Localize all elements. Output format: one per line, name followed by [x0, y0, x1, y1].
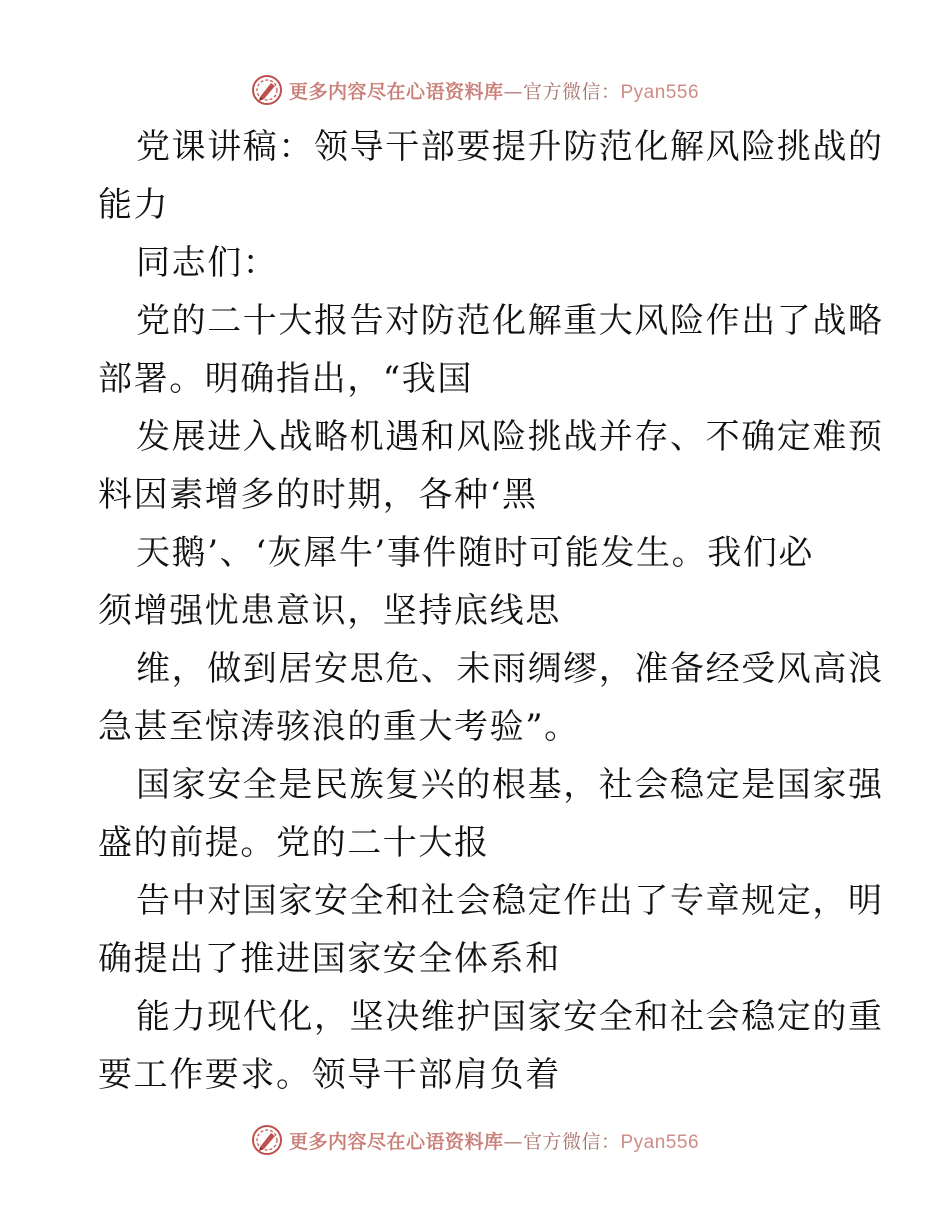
doc-title-line-1: 党课讲稿：领导干部要提升防范化解风险挑战的: [136, 127, 884, 167]
footer-banner: [0, 1120, 950, 1160]
paragraph-line: 盛的前提。党的二十大报: [98, 823, 490, 863]
paragraph-line: 急甚至惊涛骇浪的重大考验”。: [98, 707, 580, 747]
paragraph-line: 发展进入战略机遇和风险挑战并存、不确定难预: [136, 417, 884, 457]
footer-library-name: 更多内容尽在心语资料库: [288, 1130, 504, 1153]
paragraph-line: 告中对国家安全和社会稳定作出了专章规定，明: [136, 881, 884, 921]
footer-banner-text: [289, 1127, 699, 1154]
salutation: 同志们：: [136, 243, 279, 283]
header-banner: [0, 70, 950, 110]
footer-wechat-id: Pyan556: [620, 1131, 700, 1153]
paragraph-line: 维，做到居安思危、未雨绸缪，准备经受风高浪: [136, 649, 884, 689]
paragraph-line: 天鹅’、‘灰犀牛’事件随时可能发生。我们必: [136, 533, 815, 573]
header-library-name: 更多内容尽在心语资料库: [288, 80, 504, 103]
paragraph-line: 须增强忧患意识，坚持底线思: [98, 591, 561, 631]
paragraph-line: 能力现代化，坚决维护国家安全和社会稳定的重: [136, 997, 884, 1037]
paragraph-line: 料因素增多的时期，各种‘黑: [98, 475, 538, 515]
document-body: [98, 118, 884, 1104]
footer-dash: —: [503, 1130, 523, 1153]
paragraph-line: 国家安全是民族复兴的根基，社会稳定是国家强: [136, 765, 884, 805]
header-dash: —: [503, 80, 523, 103]
paragraph-line: 要工作要求。领导干部肩负着: [98, 1055, 561, 1095]
paragraph-line: 党的二十大报告对防范化解重大风险作出了战略: [136, 301, 884, 341]
paragraph-line: 部署。明确指出，“我国: [98, 359, 473, 399]
paragraph-line: 确提出了推进国家安全体系和: [98, 939, 561, 979]
header-wechat-id: Pyan556: [620, 81, 700, 103]
header-wechat-label: 官方微信：: [522, 80, 621, 103]
header-banner-text: [289, 77, 699, 104]
library-logo-icon: [251, 1124, 283, 1156]
library-logo-icon: [251, 74, 283, 106]
doc-title-line-2: 能力: [98, 185, 170, 225]
footer-wechat-label: 官方微信：: [522, 1130, 621, 1153]
